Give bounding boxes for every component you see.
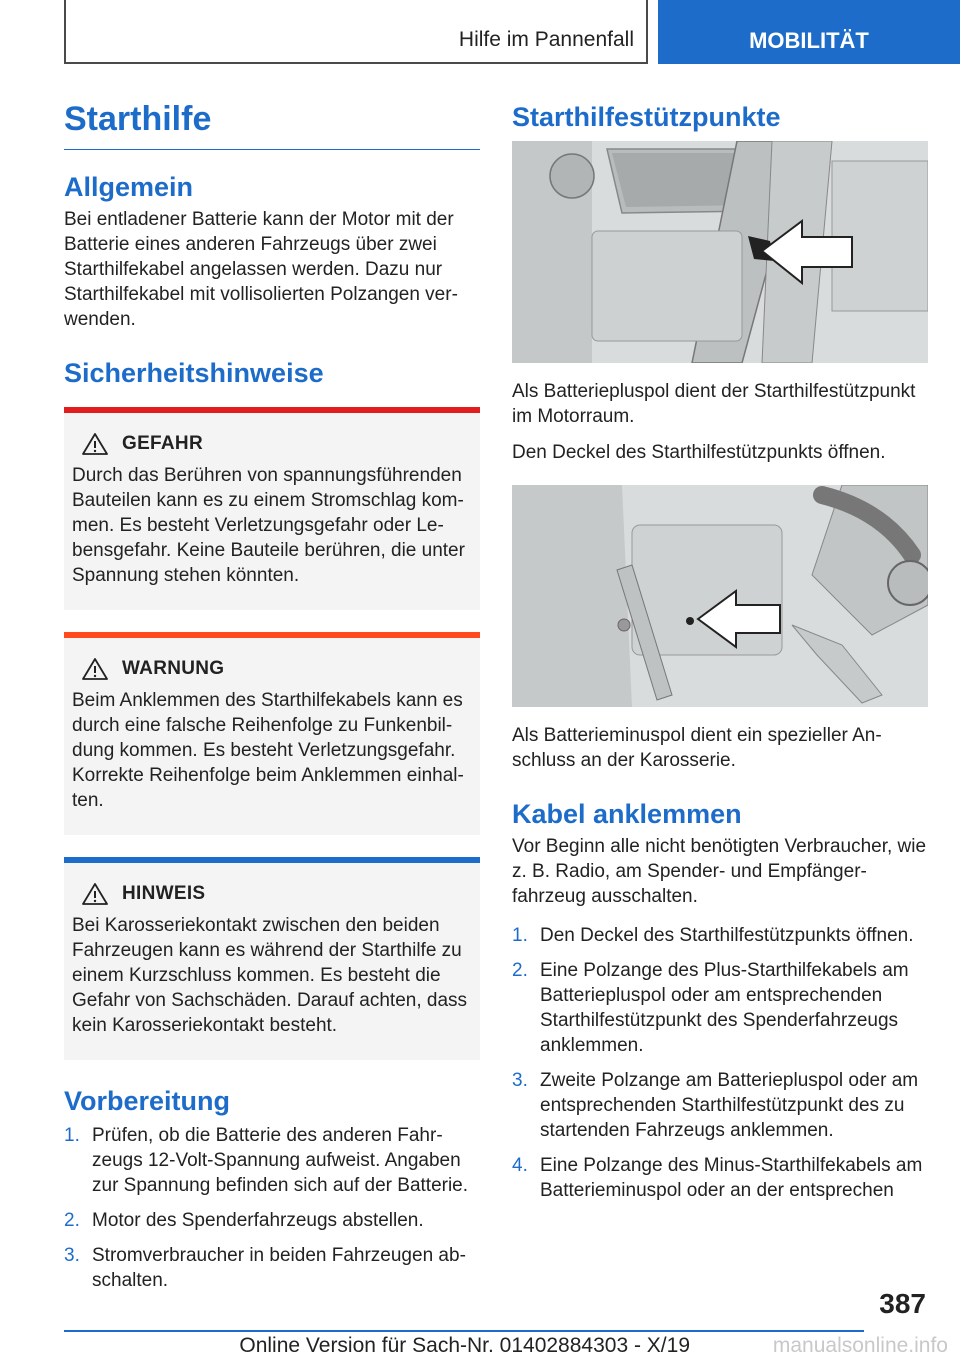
notice-title: HINWEIS: [122, 883, 206, 904]
jump-points-text-open: Den Deckel des Starthilfestützpunkts öffnen.: [512, 442, 886, 463]
notice-text: Bei Karosseriekontakt zwischen den beiden Fahrzeugen kann es während der Starthilfe zu einem Kurzschluss kommen. Es besteht die Gefahr von Sachschäden. Darauf achten, dass kein Karosseriekontakt besteht.: [72, 915, 468, 1036]
warning-triangle-icon: [82, 883, 108, 905]
warning-title: WARNUNG: [122, 658, 225, 679]
warning-triangle-icon: [82, 433, 108, 455]
danger-title: GEFAHR: [122, 433, 203, 454]
list-item: 1. Den Deckel des Starthilfestützpunkts öffnen.: [512, 925, 914, 946]
engine-bay-minus-terminal-image: [512, 485, 928, 707]
section-heading-general: Allgemein: [64, 172, 194, 202]
notice-box: [64, 857, 480, 1060]
left-column: [64, 100, 480, 1303]
connect-intro: Vor Beginn alle nicht benötigten Verbraucher, wie z. B. Radio, am Spender- und Empfängerfahrzeug ausschalten.: [512, 836, 927, 907]
list-item: 1. Prüfen, ob die Batterie des anderen Fahrzeugs 12-Volt-Spannung aufweist. Angaben zur Spannung befinden sich auf der Batterie.: [64, 1125, 469, 1196]
footer-online-version: Online Version für Sach-Nr. 01402884303 - X/19: [239, 1334, 690, 1357]
engine-bay-plus-terminal-image: [512, 141, 928, 363]
list-item: 2. Motor des Spenderfahrzeugs abstellen.: [64, 1210, 424, 1231]
list-item: 3. Stromverbraucher in beiden Fahrzeugen abschalten.: [64, 1245, 466, 1291]
warning-triangle-icon: [82, 658, 108, 680]
section-heading-safety: Sicherheitshinweise: [64, 358, 324, 388]
preparation-steps: [64, 1123, 480, 1293]
general-text: Bei entladener Batterie kann der Motor mit der Batterie eines anderen Fahrzeugs über zwei Starthilfekabel angelassen werden. Dazu nur Starthilfekabel mit vollisolierten Polzangen verwenden.: [64, 209, 458, 330]
danger-box: [64, 407, 480, 610]
list-item: 2. Eine Polzange des Plus-Starthilfekabels am Batteriepluspol oder am entsprechenden Starthilfestützpunkt des Spenderfahrzeugs anklemmen.: [512, 960, 909, 1056]
list-item: 3. Zweite Polzange am Batteriepluspol oder am entsprechenden Starthilfestützpunkt des zu startenden Fahrzeugs anklemmen.: [512, 1070, 919, 1141]
header-section-title: Hilfe im Pannenfall: [458, 28, 634, 51]
header-tab-mobility[interactable]: MOBILITÄT: [658, 0, 960, 64]
warning-text: Beim Anklemmen des Starthilfekabels kann es durch eine falsche Reihenfolge zu Funkenbildung kommen. Es besteht Verletzungsgefahr. Korrekte Reihenfolge beim Anklemmen einhalten.: [72, 690, 464, 811]
watermark: manualsonline.info: [772, 1334, 948, 1357]
section-heading-jump-points: Starthilfestützpunkte: [512, 102, 781, 132]
jump-points-text-plus: Als Batteriepluspol dient der Starthilfestützpunkt im Motorraum.: [512, 381, 916, 427]
warning-box: [64, 632, 480, 835]
footer-divider: [64, 1330, 864, 1332]
page-title: Starthilfe: [64, 100, 480, 150]
page-number: 387: [879, 1288, 926, 1319]
section-heading-preparation: Vorbereitung: [64, 1086, 231, 1116]
section-heading-connect: Kabel anklemmen: [512, 799, 742, 829]
right-column: [512, 100, 928, 1213]
list-item: 4. Eine Polzange des Minus-Starthilfekabels am Batterieminuspol oder an der entsprechen: [512, 1155, 923, 1201]
jump-points-text-minus: Als Batterieminuspol dient ein spezieller Anschluss an der Karosserie.: [512, 725, 882, 771]
connect-steps: [512, 923, 928, 1203]
danger-text: Durch das Berühren von spannungsführenden Bauteilen kann es zu einem Stromschlag kommen. Es besteht Verletzungsgefahr oder Lebensgefahr. Keine Bauteile berühren, die unter Spannung stehen könnten.: [72, 465, 465, 586]
